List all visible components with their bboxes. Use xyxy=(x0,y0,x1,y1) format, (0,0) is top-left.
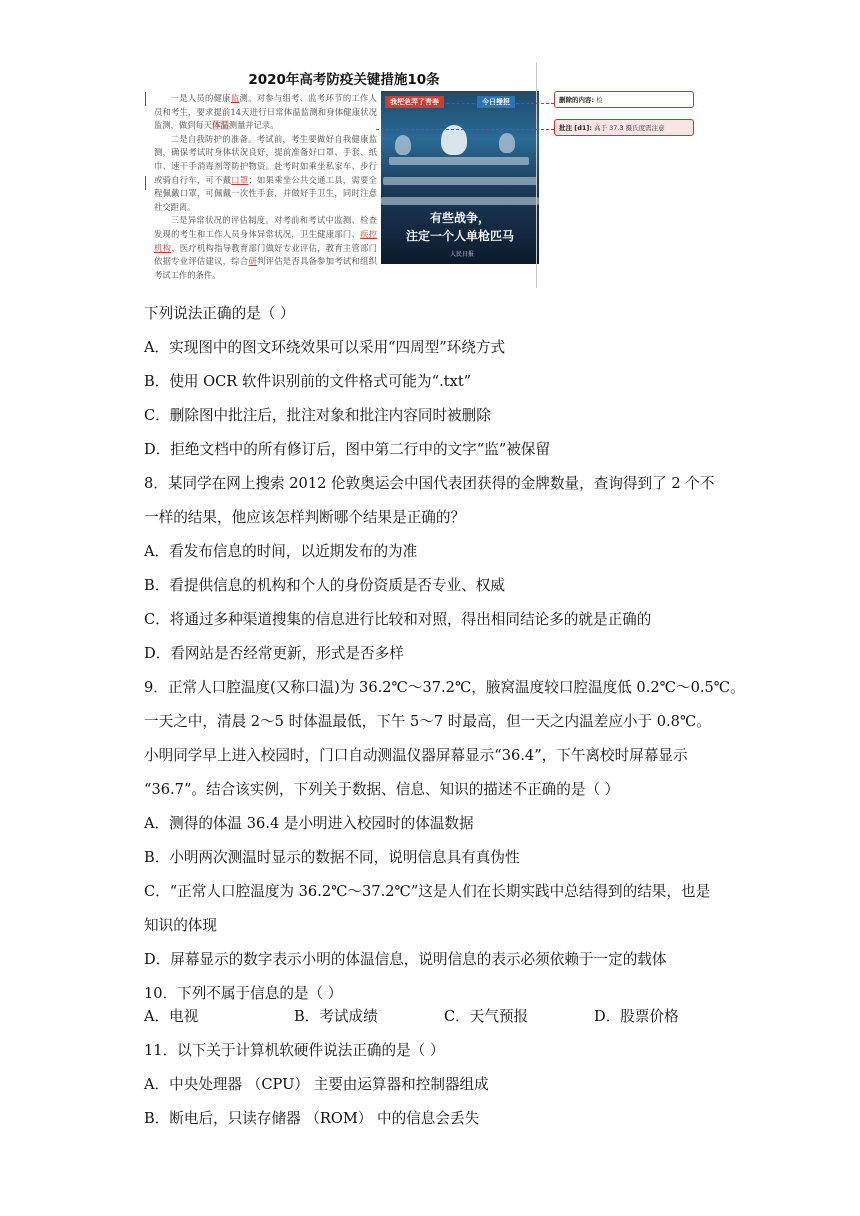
document-paragraph xyxy=(154,133,377,215)
question-line: D．拒绝文档中的所有修订后，图中第二行中的文字“监”被保留 xyxy=(144,441,551,458)
q10-option-c: C．天气预报 xyxy=(444,1008,529,1025)
q10-option-b: B．考试成绩 xyxy=(294,1008,378,1025)
document-body-text xyxy=(154,92,377,282)
photo-caption: 有些战争， xyxy=(429,211,490,225)
paragraph-text: 一是人员的健康 xyxy=(170,93,231,103)
photo-logo: 人民日报 xyxy=(450,251,475,258)
document-paragraph xyxy=(154,92,377,133)
question-line: B．小明两次测温时显示的数据不同，说明信息具有真伪性 xyxy=(144,849,520,866)
question-line: 10．下列不属于信息的是（ ） xyxy=(144,985,343,1002)
question-line: C．“正常人口腔温度为 36.2℃～37.2℃”这是人们在长期实践中总结得到的结果，也是 xyxy=(144,883,711,900)
comment-balloon[interactable] xyxy=(554,119,694,136)
q10-option-d: D．股票价格 xyxy=(594,1008,679,1025)
tracked-change: 口罩 xyxy=(231,174,249,185)
question-line: 8．某同学在网上搜索 2012 伦敦奥运会中国代表团获得的金牌数量，查询得到了 2 个不 xyxy=(144,475,715,492)
question-line: 知识的体现 xyxy=(144,917,217,934)
balloon-label: 删除的内容: xyxy=(559,96,595,104)
deleted-content-balloon[interactable] xyxy=(554,91,694,108)
question-line: 11．以下关于计算机软硬件说法正确的是（ ） xyxy=(144,1042,445,1059)
question-line: A．看发布信息的时间，以近期发布的为准 xyxy=(144,543,418,560)
paragraph-text: 、医疗机构指导教育部门做好专业评估，教育主管部门依据专业评估建议，综合 xyxy=(154,242,377,267)
document-title: 2020年高考防疫关键措施10条 xyxy=(248,72,440,88)
question-line: 一样的结果，他应该怎样判断哪个结果是正确的？ xyxy=(144,509,466,526)
question-line: 下列说法正确的是（ ） xyxy=(144,305,295,322)
markup-pane-divider xyxy=(536,62,537,288)
q10-option-a: A．电视 xyxy=(144,1008,199,1025)
question-line: A．测得的体温 36.4 是小明进入校园时的体温数据 xyxy=(144,815,474,832)
tracked-change: 疾控机构 xyxy=(154,228,377,253)
revision-bar xyxy=(145,176,146,190)
embedded-photo xyxy=(381,91,539,264)
balloon-connector xyxy=(376,129,554,130)
photo-banner: 今日播报 xyxy=(477,96,515,108)
photo-desk xyxy=(383,177,537,185)
comment-range: 体温 xyxy=(212,120,229,131)
balloon-text: 高于 37.3 摄氏度需注意 xyxy=(594,124,665,132)
paragraph-text: 二是自我防护的准备。考试前，考生要做好自我健康监测，确保考试时身体状况良好，提前准备好口罩、手套、纸巾、速干手消毒剂等防护物资。赴考时如乘坐私家车、步行或骑自行车，可不戴 xyxy=(154,133,377,185)
document-page-preview xyxy=(149,62,539,288)
question-line: D．屏幕显示的数字表示小明的体温信息，说明信息的表示必须依赖于一定的载体 xyxy=(144,951,667,968)
photo-desk xyxy=(389,157,529,165)
paragraph-text: 测量并记录。 xyxy=(228,120,279,131)
balloon-text: 检 xyxy=(596,96,603,104)
revision-bar xyxy=(145,92,146,106)
photo-person xyxy=(499,133,515,153)
question-line: 小明同学早上进入校园时，门口自动测温仪器屏幕显示“36.4”，下午离校时屏幕显示 xyxy=(144,747,688,764)
question-line: C．将通过多种渠道搜集的信息进行比较和对照，得出相同结论多的就是正确的 xyxy=(144,611,652,628)
photo-banner: 我把急弄了青春 xyxy=(385,96,444,108)
paragraph-text: 三是异常状况的评估制度。对考前和考试中监测、检查发现的考生和工作人员身体异常状况，卫生健康部门、 xyxy=(154,215,377,239)
word-document-figure xyxy=(144,62,704,288)
question-line: A．中央处理器 （CPU） 主要由运算器和控制器组成 xyxy=(144,1076,489,1093)
question-line: B．看提供信息的机构和个人的身份资质是否专业、权威 xyxy=(144,577,505,594)
question-line: 9．正常人口腔温度(又称口温)为 36.2℃～37.2℃，腋窝温度较口腔温度低 0.2℃～0.5℃。 xyxy=(144,679,745,696)
question-line: “36.7”。结合该实例，下列关于数据、信息、知识的描述不正确的是（ ） xyxy=(144,781,620,798)
photo-person xyxy=(395,135,411,155)
question-line: 一天之中，清晨 2～5 时体温最低，下午 5～7 时最高，但一天之内温差应小于 0.8℃。 xyxy=(144,713,711,730)
photo-caption: 注定一个人单枪匹马 xyxy=(405,229,514,243)
question-line: B．断电后，只读存储器 （ROM） 中的信息会丢失 xyxy=(144,1110,480,1127)
balloon-connector xyxy=(397,103,554,104)
paragraph-text: 判评估是否具备参加考试和组织考试工作的条件。 xyxy=(154,256,377,280)
question-line: A．实现图中的图文环绕效果可以采用“四周型”环绕方式 xyxy=(144,339,506,356)
paragraph-text: 测。对参与组考、监考环节的工作人员和考生，要求提前14天进行日常体温监测和身体健康状况监测，做到每天 xyxy=(154,93,377,131)
question-line: B．使用 OCR 软件识别前的文件格式可能为“.txt” xyxy=(144,373,472,390)
tracked-change: 研 xyxy=(248,256,258,267)
balloon-label: 批注 [d1]: xyxy=(559,124,592,132)
photo-desk xyxy=(381,197,539,205)
paragraph-text: ；如果乘坐公共交通工具，需要全程佩戴口罩，可佩戴一次性手套，并做好手卫生，同时注意社交距离。 xyxy=(154,174,377,212)
document-paragraph xyxy=(154,214,377,282)
question-line: D．看网站是否经常更新，形式是否多样 xyxy=(144,645,404,662)
tracked-change: 监 xyxy=(230,93,240,103)
question-line: C．删除图中批注后，批注对象和批注内容同时被删除 xyxy=(144,407,491,424)
